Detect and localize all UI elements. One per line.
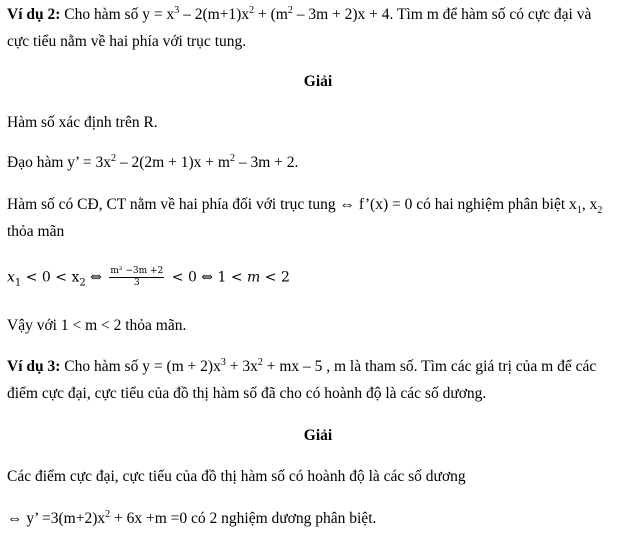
solution-1-line-1: Hàm số xác định trên R. (7, 114, 158, 131)
example-3-statement-line-1: Ví dụ 3: Cho hàm số $y = (m + 2)x^3 + 3x^2$ + mx – 5 , m là tham số. Tìm các giá trị của m để các (7, 357, 597, 375)
solution-1-condition-line: Hàm số có CĐ, CT nằm về hai phía đối với trục tung ⇔ f’(x) = 0 có hai nghiệm phân biệt $x_1$, $x_2$ (7, 196, 603, 216)
solution-1-math-inequality: $x_1 < 0 < x_2$ ⇔ $\frac{\text{m² −3m +2}}{3}$ < 0 ⇔ 1 < m < 2 (7, 266, 290, 289)
solution-heading-1: Giải (303, 73, 333, 90)
example-3-statement-line-2: điểm cực đại, cực tiểu của đồ thị hàm số đã cho có hoành độ là các số dương. (7, 385, 487, 402)
solution-2-line-2: ⇔ y’ $=3(m+2)x^2 + 6x +m =0$ có 2 nghiệm dương phân biệt. (7, 509, 377, 527)
fraction-denominator: 3 (133, 278, 140, 288)
solution-heading-2: Giải (303, 427, 333, 444)
solution-1-derivative-line: Đạo hàm y’ = $3x^2 - 2(2m + 1)x + m^2 - 3m + 2$. (7, 153, 299, 171)
example-3-label: Ví dụ 3: (7, 358, 61, 375)
solution-1-conclusion: Vậy với 1 < m < 2 thỏa mãn. (7, 317, 187, 334)
example-2-label: Ví dụ 2: (7, 6, 61, 23)
example-2-statement-line-1: Ví dụ 2: Cho hàm số $y = x^3 - 2(m+1)x^2 + (m^2 - 3m + 2)x + 4$. Tìm m để hàm số có cực đại và (7, 5, 592, 23)
example-2-statement-line-2: cực tiểu nằm về hai phía với trục tung. (7, 33, 247, 50)
fraction-numerator: m² −3m +2 (110, 266, 164, 276)
solution-1-condition-line-2: thỏa mãn (7, 223, 65, 240)
fraction (109, 266, 164, 289)
solution-2-line-1: Các điểm cực đại, cực tiểu của đồ thị hàm số có hoành độ là các số dương (7, 468, 466, 485)
